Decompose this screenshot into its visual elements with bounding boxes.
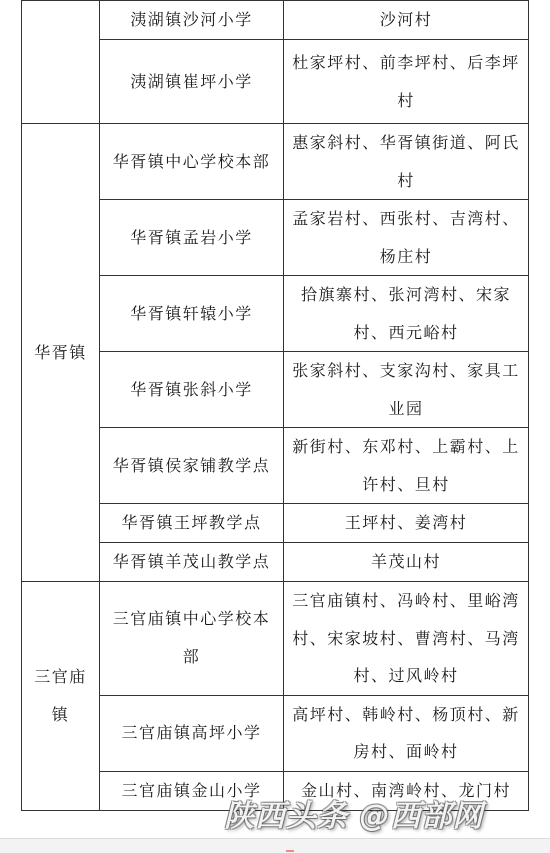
school-cell: 华胥镇轩辕小学 [100, 276, 284, 352]
school-cell: 华胥镇张斜小学 [100, 352, 284, 428]
villages-cell: 王坪村、姜湾村 [284, 504, 529, 543]
villages-cell: 羊茂山村 [284, 543, 529, 582]
school-cell: 三官庙镇金山小学 [100, 771, 284, 810]
school-cell: 华胥镇羊茂山教学点 [100, 543, 284, 582]
villages-cell: 孟家岩村、西张村、吉湾村、杨庄村 [284, 200, 529, 276]
school-cell: 三官庙镇高坪小学 [100, 695, 284, 771]
table-row [22, 1, 529, 40]
villages-cell: 惠家斜村、华胥镇街道、阿氏村 [284, 124, 529, 200]
school-cell: 华胥镇孟岩小学 [100, 200, 284, 276]
school-cell: 华胥镇王坪教学点 [100, 504, 284, 543]
source-watermark: 陕西头条 @西部网 [224, 799, 484, 834]
villages-cell: 新街村、东邓村、上霸村、上许村、旦村 [284, 428, 529, 504]
town-cell [22, 1, 100, 124]
bottom-toolbar-strip [0, 838, 550, 853]
town-cell: 华胥镇 [22, 124, 100, 582]
school-cell: 华胥镇侯家铺教学点 [100, 428, 284, 504]
villages-cell: 沙河村 [284, 1, 529, 40]
villages-cell: 三官庙镇村、冯岭村、里峪湾村、宋家坡村、曹湾村、马湾村、过风岭村 [284, 582, 529, 696]
villages-cell: 张家斜村、支家沟村、家具工业园 [284, 352, 529, 428]
school-district-table [21, 0, 529, 811]
villages-cell: 金山村、南湾岭村、龙门村 [284, 771, 529, 810]
school-cell: 洟湖镇沙河小学 [100, 1, 284, 40]
school-cell: 华胥镇中心学校本部 [100, 124, 284, 200]
table-row [22, 124, 529, 200]
villages-cell: 高坪村、韩岭村、杨顶村、新房村、面岭村 [284, 695, 529, 771]
table-row [22, 582, 529, 696]
school-cell: 三官庙镇中心学校本部 [100, 582, 284, 696]
town-cell: 三官庙镇 [22, 582, 100, 811]
villages-cell: 杜家坪村、前李坪村、后李坪村 [284, 40, 529, 124]
school-cell: 洟湖镇崔坪小学 [100, 40, 284, 124]
villages-cell: 拾旗寨村、张河湾村、宋家村、西元峪村 [284, 276, 529, 352]
